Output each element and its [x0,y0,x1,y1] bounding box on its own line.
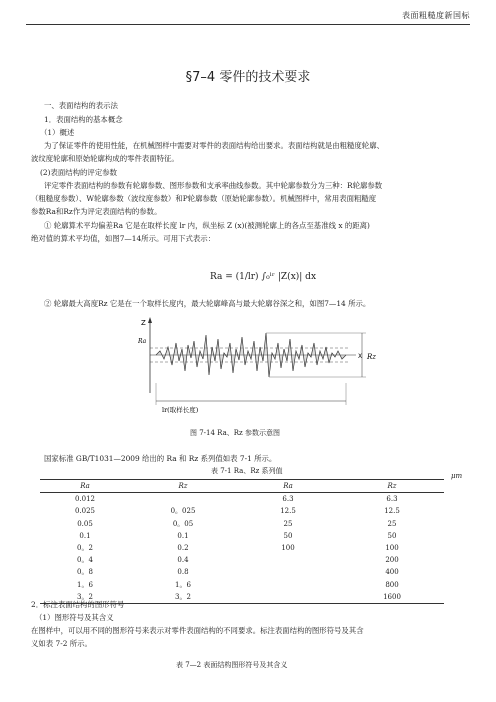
figure-caption: 图 7-14 Ra、Rz 参数示意图 [190,429,280,437]
heading-symbols: 2．标注表面结构的图形符号 [31,600,125,609]
table-cell: 0。8 [77,568,93,577]
table-cell: 0.8 [177,568,189,577]
table-cell: 25 [387,519,397,528]
heading-1-1: 1．表面结构的基本概念 [44,115,123,124]
table-cell: 0.1 [79,531,91,540]
table-cell: 50 [283,531,293,540]
table-cell: 0.025 [74,507,96,516]
heading-params: (2)表面结构的评定参数 [40,168,117,177]
table-cell: 100 [281,544,295,553]
table-cell: 0.1 [177,531,189,540]
paragraph-line: 在图样中，可以用不同的图形符号来表示对零件表面结构的不同要求。标注表面结构的图形符号及其含 [31,626,364,635]
table-caption: 表 7-1 Ra、Rz 系列值 [211,467,283,475]
z-axis-arrow [148,317,152,323]
table-cell: 800 [385,580,399,589]
table-cell [236,554,340,566]
paragraph-line: 为了保证零件的使用性能，在机械图样中需要对零件的表面结构给出要求。表面结构就是由粗糙度轮廓、 [44,141,384,150]
heading-1: 一、表面结构的表示法 [44,101,118,110]
table-row [40,493,444,506]
table-cell: 0。05 [172,519,194,528]
table-row [40,542,444,554]
table-cell: 3。2 [130,591,236,604]
paragraph-line: ① 轮廓算术平均偏差Ra 它是在取样长度 lr 内，纵坐标 Z (x)(被测轮廓上的各点至基准线 x 的距离) [44,221,370,230]
paragraph-line: 评定零件表面结构的参数有轮廓参数、图形参数和支承率曲线参数。其中轮廓参数分为三种：R轮廓参数 [44,181,383,190]
table-cell: 12.5 [280,507,296,516]
running-header: 表面粗糙度新国标 [402,11,470,20]
paragraph-line: 波纹度轮廓和原始轮廓构成的零件表面特征。 [31,154,179,163]
table-row [40,554,444,566]
paragraph-line: 参数Ra和Rz作为评定表面结构的参数。 [31,207,162,216]
table-header-rz: Rz [340,480,444,493]
table-cell: 50 [387,531,397,540]
table-row [40,530,444,542]
table-cell: 100 [385,544,399,553]
ra-label: Ra [138,338,147,345]
paragraph-line: ② 轮廓最大高度Rz 它是在一个取样长度内，最大轮廓峰高与最大轮廓谷深之和，如图7—14 所示。 [44,299,371,308]
z-axis-label: Z [141,319,146,327]
unit-label: μm [451,472,463,480]
table-row [40,518,444,530]
table-cell: 0。4 [77,556,93,565]
table-cell [130,493,236,506]
table-row [40,505,444,517]
section-title: §7–4 零件的技术要求 [185,70,311,85]
paragraph-line: 义如表 7-2 所示。 [31,639,92,648]
table-cell: 6.3 [282,495,294,504]
profile-shading [156,333,346,377]
table-cell: 1600 [340,591,444,604]
rz-label: Rz [367,353,376,361]
table-cell: 12.5 [384,507,400,516]
roughness-profile-figure [138,313,378,418]
heading-overview: （1）概述 [40,128,75,137]
paragraph-line: （粗糙度参数）、W轮廓参数（波纹度参数）和P轮廓参数（原始轮廓参数）。机械图样中，常用表面粗糙度 [31,194,377,203]
paragraph-line: 绝对值的算术平均值，如图7—14所示。可用下式表示： [31,234,216,243]
table-cell [236,566,340,578]
table-header-ra: Ra [40,480,130,493]
table-cell: 6.3 [386,495,398,504]
table-cell: 1。6 [77,580,93,589]
lr-label: lr(取样长度) [162,406,199,414]
table-cell: 1。6 [175,580,191,589]
header-rule [26,24,470,25]
table-cell: 0.012 [74,495,96,504]
table-header-rz: Rz [130,480,236,493]
table-cell: 0。2 [77,544,93,553]
table-cell: 0。025 [170,507,196,516]
x-axis-label: X [358,353,363,360]
table-cell: 3。2 [40,591,130,604]
table-cell [236,579,340,591]
table-cell: 200 [385,556,399,565]
table-header-ra: Ra [236,480,340,493]
series-values-table [40,479,444,604]
table-header-row [40,480,444,493]
table2-caption: 表 7—2 表面结构图形符号及其含义 [176,661,288,669]
heading-symbols-meaning: （1）图形符号及其含义 [35,613,114,622]
paragraph-line: 国家标准 GB/T1031—2009 给出的 Ra 和 Rz 系列值如表 7-1 所示。 [44,454,277,463]
table-cell: 25 [283,519,293,528]
table-cell: 0.4 [177,556,189,565]
table-cell [236,591,340,604]
table-row [40,579,444,591]
table-row [40,566,444,578]
table-cell: 400 [385,568,399,577]
table-cell: 0.05 [77,519,93,528]
formula-ra: Ra = (1/lr) ∫₀ˡʳ |Z(x)| dx [210,272,317,282]
table-cell: 0.2 [177,544,189,553]
